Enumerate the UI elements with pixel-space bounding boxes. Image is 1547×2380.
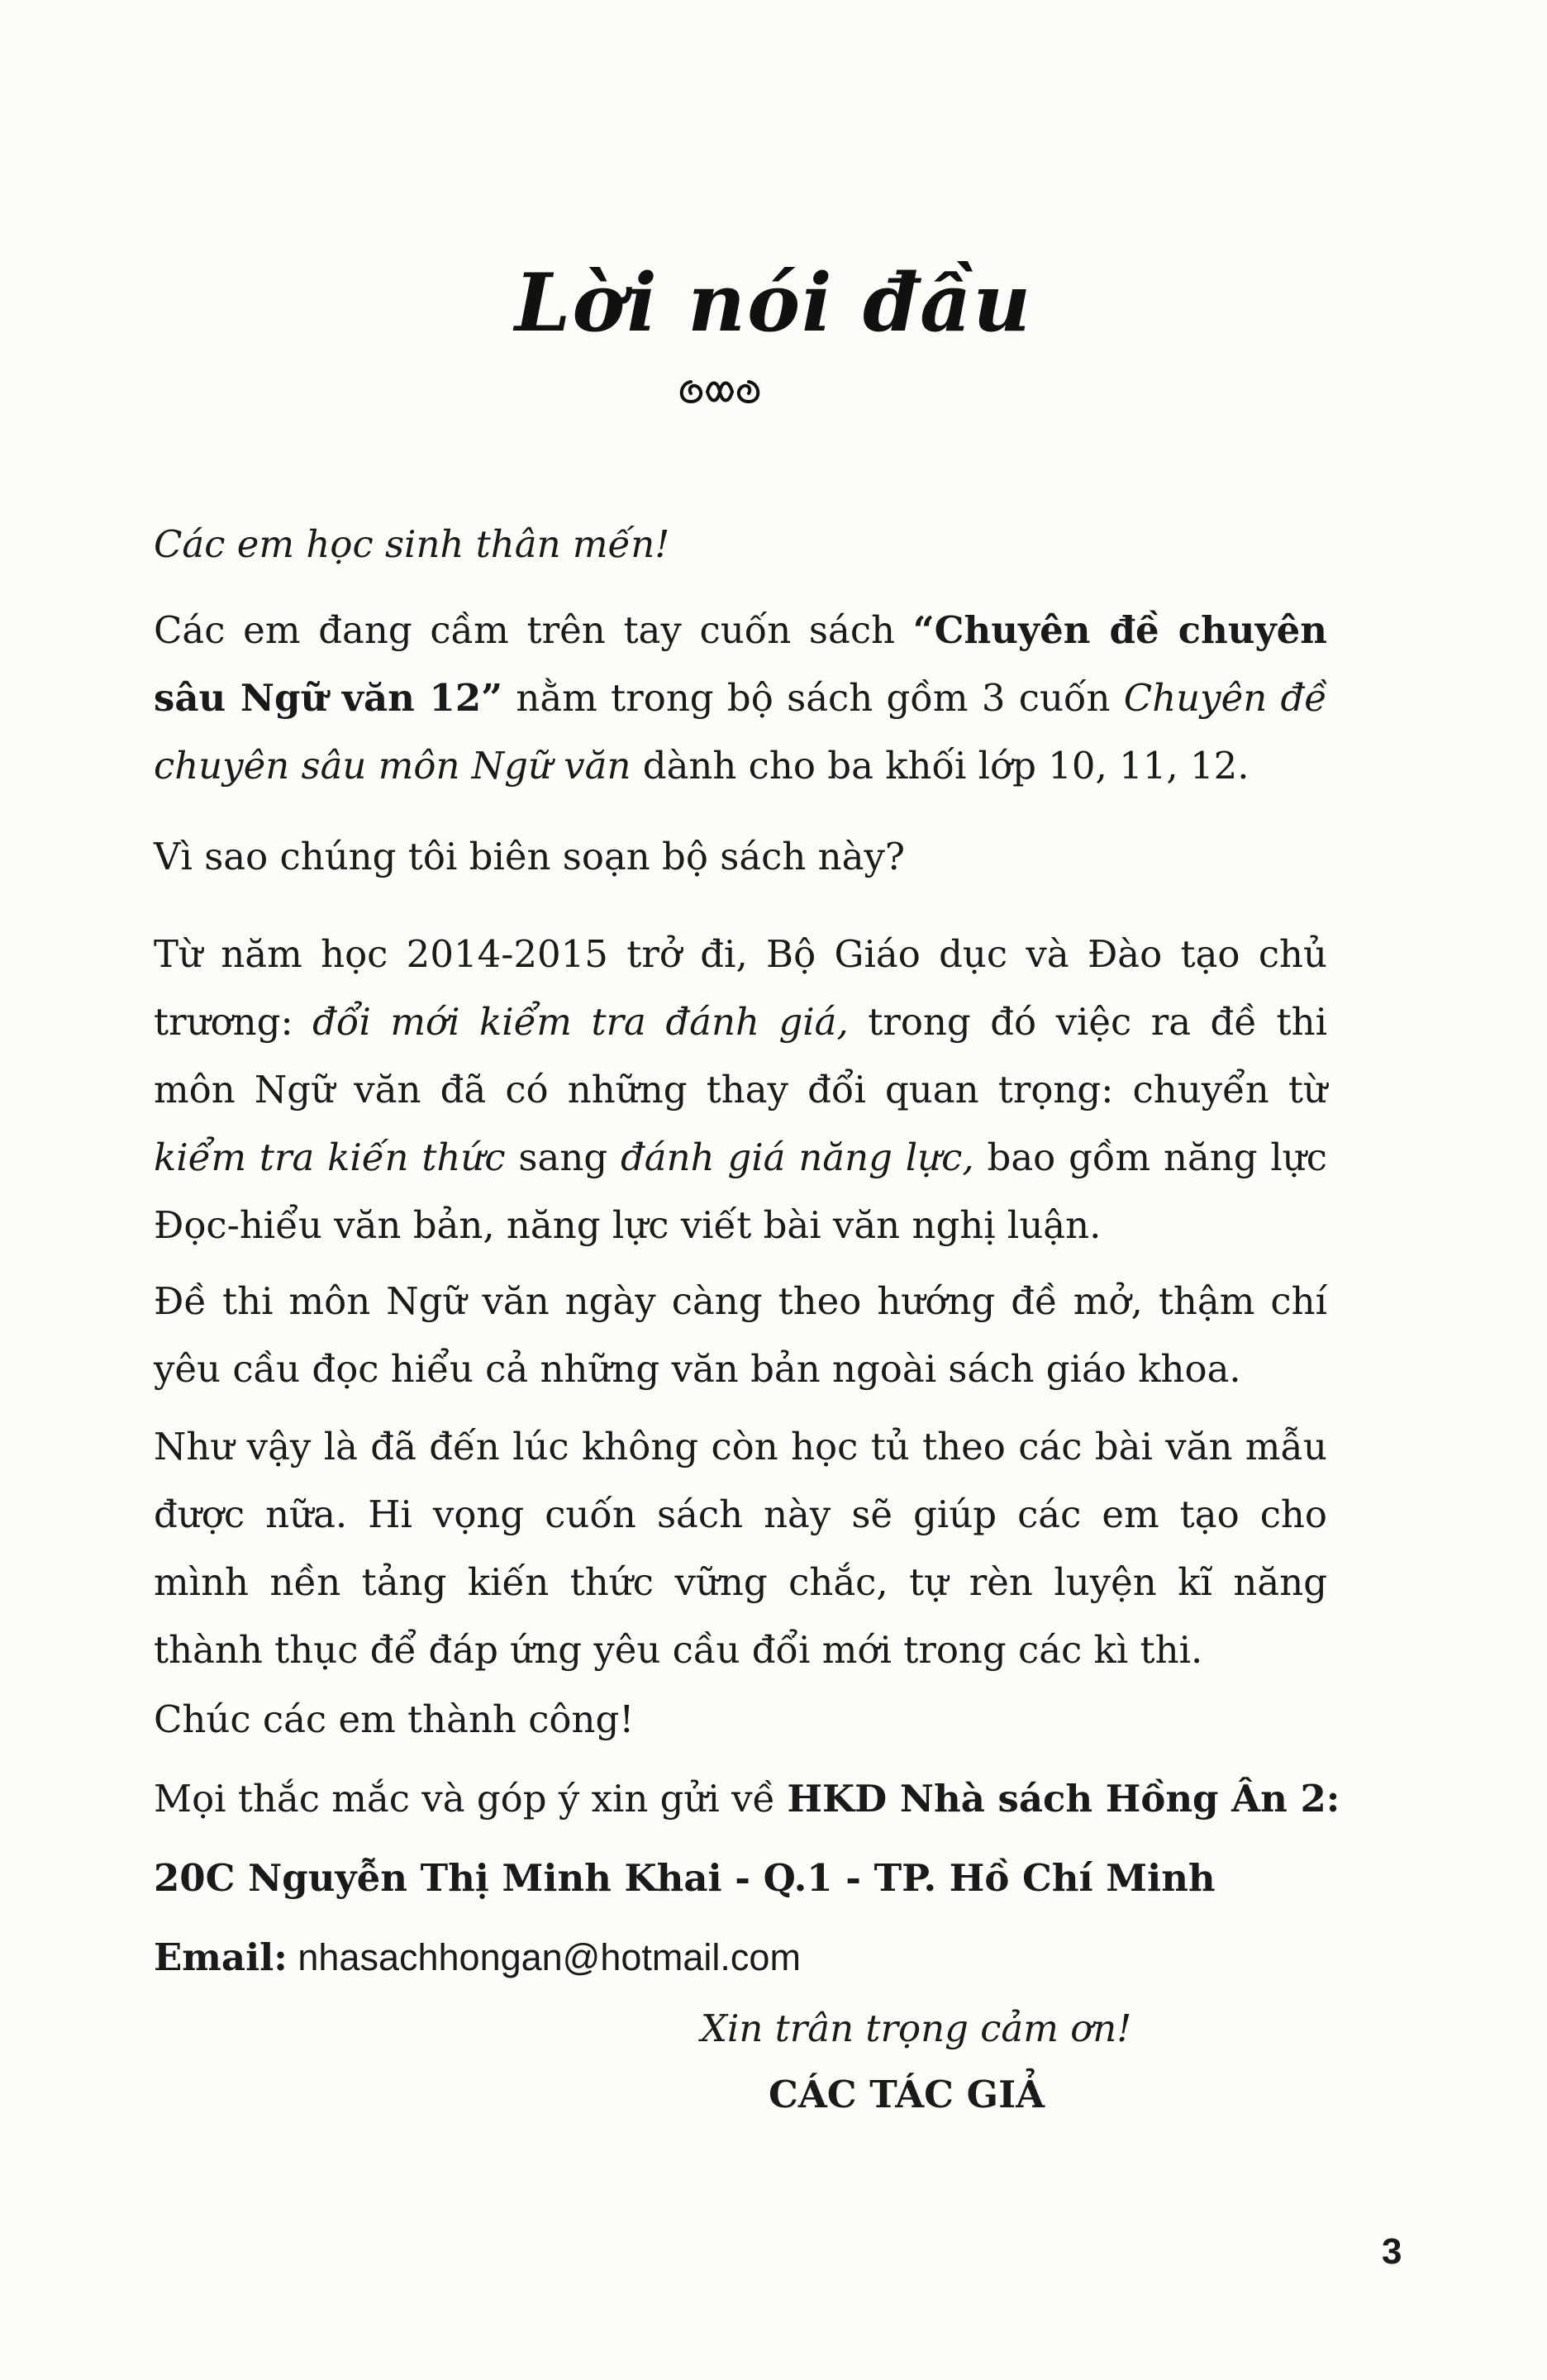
- ornamental-divider-icon: [674, 374, 765, 412]
- paragraph-1: [154, 597, 1327, 800]
- paragraph-4: Đề thi môn Ngữ văn ngày càng theo hướng đề mở, thậm chí yêu cầu đọc hiểu cả những văn bản ngoài sách giáo khoa.: [154, 1279, 1327, 1391]
- paragraph-3: [154, 921, 1327, 1259]
- p7-text-a: Mọi thắc mắc và góp ý xin gửi về: [154, 1777, 788, 1821]
- p1-series-title: Chuyên đề chuyên sâu môn Ngữ văn: [154, 676, 1327, 788]
- p1-text-e: dành cho ba khối lớp 10, 11, 12.: [631, 744, 1250, 788]
- p3-text-g: bao gồm năng lực Đọc-hiểu văn bản, năng lực viết bài văn nghị luận.: [154, 1135, 1327, 1247]
- page-number: 3: [1382, 2231, 1402, 2272]
- p3-text-e: sang: [505, 1135, 621, 1179]
- p3-text-a: Từ năm học 2014-2015 trở đi, Bộ Giáo dục và Đào tạo chủ trương:: [154, 932, 1327, 1044]
- email-value: nhasachhongan@hotmail.com: [287, 1936, 801, 1978]
- page-title: Lời nói đầu: [514, 256, 1033, 350]
- paragraph-5: Như vậy là đã đến lúc không còn học tủ theo các bài văn mẫu được nữa. Hi vọng cuốn sách này sẽ giúp các em tạo cho mình nền tảng kiến thức vững chắc, tự rèn luyện kĩ năng thành thục để đáp ứng yêu cầu đổi mới trong các kì thi.: [154, 1425, 1327, 1672]
- thanks-line: Xin trân trọng cảm ơn!: [701, 2006, 1132, 2050]
- email-label: Email:: [154, 1935, 288, 1979]
- signature: CÁC TÁC GIẢ: [769, 2073, 1045, 2116]
- p1-book-title: “Chuyên đề chuyên sâu Ngữ văn 12”: [154, 608, 1328, 720]
- p1-text-a: Các em đang cầm trên tay cuốn sách: [154, 608, 913, 652]
- paragraph-7: [154, 1777, 1340, 1821]
- p3-text-c: trong đó việc ra đề thi môn Ngữ văn đã có những thay đổi quan trọng: chuyển từ: [154, 1000, 1327, 1111]
- greeting: Các em học sinh thân mến!: [154, 522, 670, 566]
- p1-text-c: nằm trong bộ sách gồm 3 cuốn: [502, 676, 1124, 720]
- email-line: [154, 1935, 1327, 1979]
- publisher-name: HKD Nhà sách Hồng Ân 2:: [787, 1777, 1340, 1821]
- paragraph-6: Chúc các em thành công!: [154, 1697, 635, 1741]
- publisher-address: 20C Nguyễn Thị Minh Khai - Q.1 - TP. Hồ Chí Minh: [154, 1856, 1216, 1900]
- paragraph-2: Vì sao chúng tôi biên soạn bộ sách này?: [154, 835, 906, 878]
- p3-emphasis-d: kiểm tra kiến thức: [154, 1135, 506, 1179]
- p3-emphasis-b: đổi mới kiểm tra đánh giá,: [312, 1000, 849, 1044]
- p3-emphasis-f: đánh giá năng lực,: [621, 1135, 974, 1179]
